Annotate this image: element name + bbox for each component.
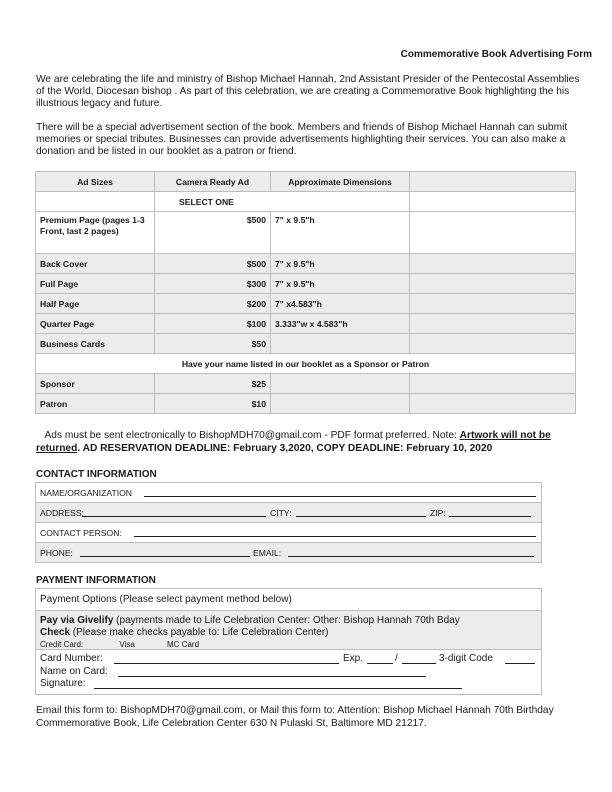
ad-size-cell: Back Cover — [36, 254, 155, 274]
table-header-row — [36, 172, 576, 192]
header-camera-ready: Camera Ready Ad — [155, 172, 271, 192]
ad-size-cell: Business Cards — [36, 334, 155, 354]
exp-label: Exp. — [343, 653, 364, 664]
givelify-option[interactable] — [40, 615, 460, 627]
dimension-cell: 7" x 9.5"h — [271, 254, 410, 274]
payment-box — [35, 588, 542, 695]
card-details-row — [36, 650, 541, 694]
contact-person-field[interactable] — [134, 536, 536, 537]
empty-cell — [271, 394, 410, 414]
table-row — [36, 294, 576, 314]
mastercard-option[interactable]: MC Card — [167, 640, 200, 649]
ad-size-cell: Full Page — [36, 274, 155, 294]
price-cell: $300 — [155, 274, 271, 294]
phone-label: PHONE: — [40, 548, 73, 558]
price-cell: $50 — [155, 334, 271, 354]
check-detail: (Please make checks payable to: Life Celebration Center) — [70, 627, 329, 638]
name-on-card-field[interactable] — [118, 676, 426, 677]
price-cell: $100 — [155, 314, 271, 334]
ad-size-cell: Premium Page (pages 1-3 Front, last 2 pages) — [36, 212, 155, 254]
price-cell: $200 — [155, 294, 271, 314]
check-option[interactable] — [40, 627, 460, 639]
select-cell[interactable] — [410, 294, 576, 314]
dimension-cell — [271, 334, 410, 354]
table-row — [36, 212, 576, 254]
submission-notice — [36, 430, 581, 455]
ad-sizes-table — [35, 171, 576, 414]
deadline-text: . AD RESERVATION DEADLINE: February 3,2020, COPY DEADLINE: February 10, 2020 — [77, 442, 493, 454]
city-label: CITY: — [270, 508, 292, 518]
card-number-field[interactable] — [114, 663, 339, 664]
select-one-row — [36, 192, 576, 212]
visa-option[interactable]: Visa — [119, 640, 135, 649]
form-title: Commemorative Book Advertising Form — [400, 49, 592, 60]
price-cell: $25 — [155, 374, 271, 394]
table-row — [36, 334, 576, 354]
select-cell[interactable] — [410, 374, 576, 394]
dimension-cell: 7" x 9.5"h — [271, 274, 410, 294]
exp-year-field[interactable] — [402, 663, 436, 664]
select-cell[interactable] — [410, 314, 576, 334]
contact-box — [35, 482, 542, 563]
phone-row — [36, 543, 541, 562]
select-cell[interactable] — [410, 212, 576, 254]
select-one-label: SELECT ONE — [155, 192, 410, 212]
exp-month-field[interactable] — [367, 663, 393, 664]
price-cell: $500 — [155, 254, 271, 274]
payment-options-label: Payment Options (Please select payment method below) — [40, 594, 292, 605]
signature-label: Signature: — [40, 678, 86, 689]
email-label: EMAIL: — [253, 548, 282, 558]
price-cell: $500 — [155, 212, 271, 254]
select-cell[interactable] — [410, 394, 576, 414]
address-row — [36, 503, 541, 523]
price-cell: $10 — [155, 394, 271, 414]
table-row — [36, 394, 576, 414]
city-field[interactable] — [296, 516, 426, 517]
dimension-cell: 3.333"w x 4.583"h — [271, 314, 410, 334]
header-dimensions: Approximate Dimensions — [271, 172, 410, 192]
ad-size-cell: Half Page — [36, 294, 155, 314]
header-select-column — [410, 172, 576, 192]
exp-separator: / — [395, 653, 398, 664]
name-row — [36, 483, 541, 503]
header-ad-sizes: Ad Sizes — [36, 172, 155, 192]
credit-card-label: Credit Card: — [40, 640, 84, 649]
ad-size-cell: Quarter Page — [36, 314, 155, 334]
cvv-label: 3-digit Code — [439, 653, 493, 664]
artwork-notice: Artwork will not be returned — [36, 430, 551, 454]
mailing-instructions: Email this form to: BishopMDH70@gmail.com, or Mail this form to: Attention: Bishop Michael Hannah 70th Birthday Commemorative Book, Life Celebration Center 630 N Pulaski St, Baltimore MD 21217. — [36, 705, 554, 729]
card-number-label: Card Number: — [40, 653, 103, 664]
givelify-label: Pay via Givelify — [40, 615, 114, 626]
check-label: Check — [40, 627, 71, 638]
sponsor-header-row — [36, 354, 576, 374]
address-field[interactable] — [82, 516, 266, 517]
sponsor-level-cell: Sponsor — [36, 374, 155, 394]
cvv-field[interactable] — [505, 663, 535, 664]
payment-options-row — [36, 589, 541, 611]
zip-label: ZIP: — [430, 508, 446, 518]
contact-person-row — [36, 523, 541, 543]
name-field[interactable] — [144, 496, 536, 497]
table-row — [36, 254, 576, 274]
contact-person-label: CONTACT PERSON: — [40, 528, 122, 538]
email-field[interactable] — [288, 556, 534, 557]
table-row — [36, 274, 576, 294]
table-row — [36, 374, 576, 394]
dimension-cell: 7" x4.583"h — [271, 294, 410, 314]
name-label: NAME/ORGANIZATION — [40, 488, 132, 498]
payment-heading: PAYMENT INFORMATION — [36, 575, 156, 586]
select-cell[interactable] — [410, 254, 576, 274]
ad-section-paragraph: There will be a special advertisement section of the book. Members and friends of Bishop Michael Hannah can submit memories or special tributes. Businesses can provide advertisements highlighting their services. You can also make a donation and be listed in our booklet as a patron or friend. — [36, 122, 568, 157]
zip-field[interactable] — [449, 516, 531, 517]
sponsor-level-cell: Patron — [36, 394, 155, 414]
select-cell[interactable] — [410, 274, 576, 294]
select-cell[interactable] — [410, 334, 576, 354]
givelify-detail: (payments made to Life Celebration Center: Other: Bishop Hannah 70th Bday — [113, 615, 460, 626]
payment-methods-row — [36, 611, 541, 650]
intro-paragraph: We are celebrating the life and ministry of Bishop Michael Hannah, 2nd Assistant Presider of the Pentecostal Assemblies of the World, Diocesan bishop . As part of this celebration, we are creating a Commemorative Book highlighting the his illustrious legacy and future. — [36, 74, 580, 109]
notice-text: Ads must be sent electronically to BishopMDH70@gmail.com - PDF format preferred. Note: — [44, 430, 460, 441]
empty-cell — [271, 374, 410, 394]
sponsor-header: Have your name listed in our booklet as a Sponsor or Patron — [36, 354, 576, 374]
dimension-cell: 7" x 9.5"h — [271, 212, 410, 254]
contact-heading: CONTACT INFORMATION — [36, 469, 157, 480]
name-on-card-label: Name on Card: — [40, 665, 108, 677]
phone-field[interactable] — [80, 556, 250, 557]
address-label: ADDRESS: — [40, 508, 84, 518]
table-row — [36, 314, 576, 334]
signature-field[interactable] — [94, 688, 462, 689]
